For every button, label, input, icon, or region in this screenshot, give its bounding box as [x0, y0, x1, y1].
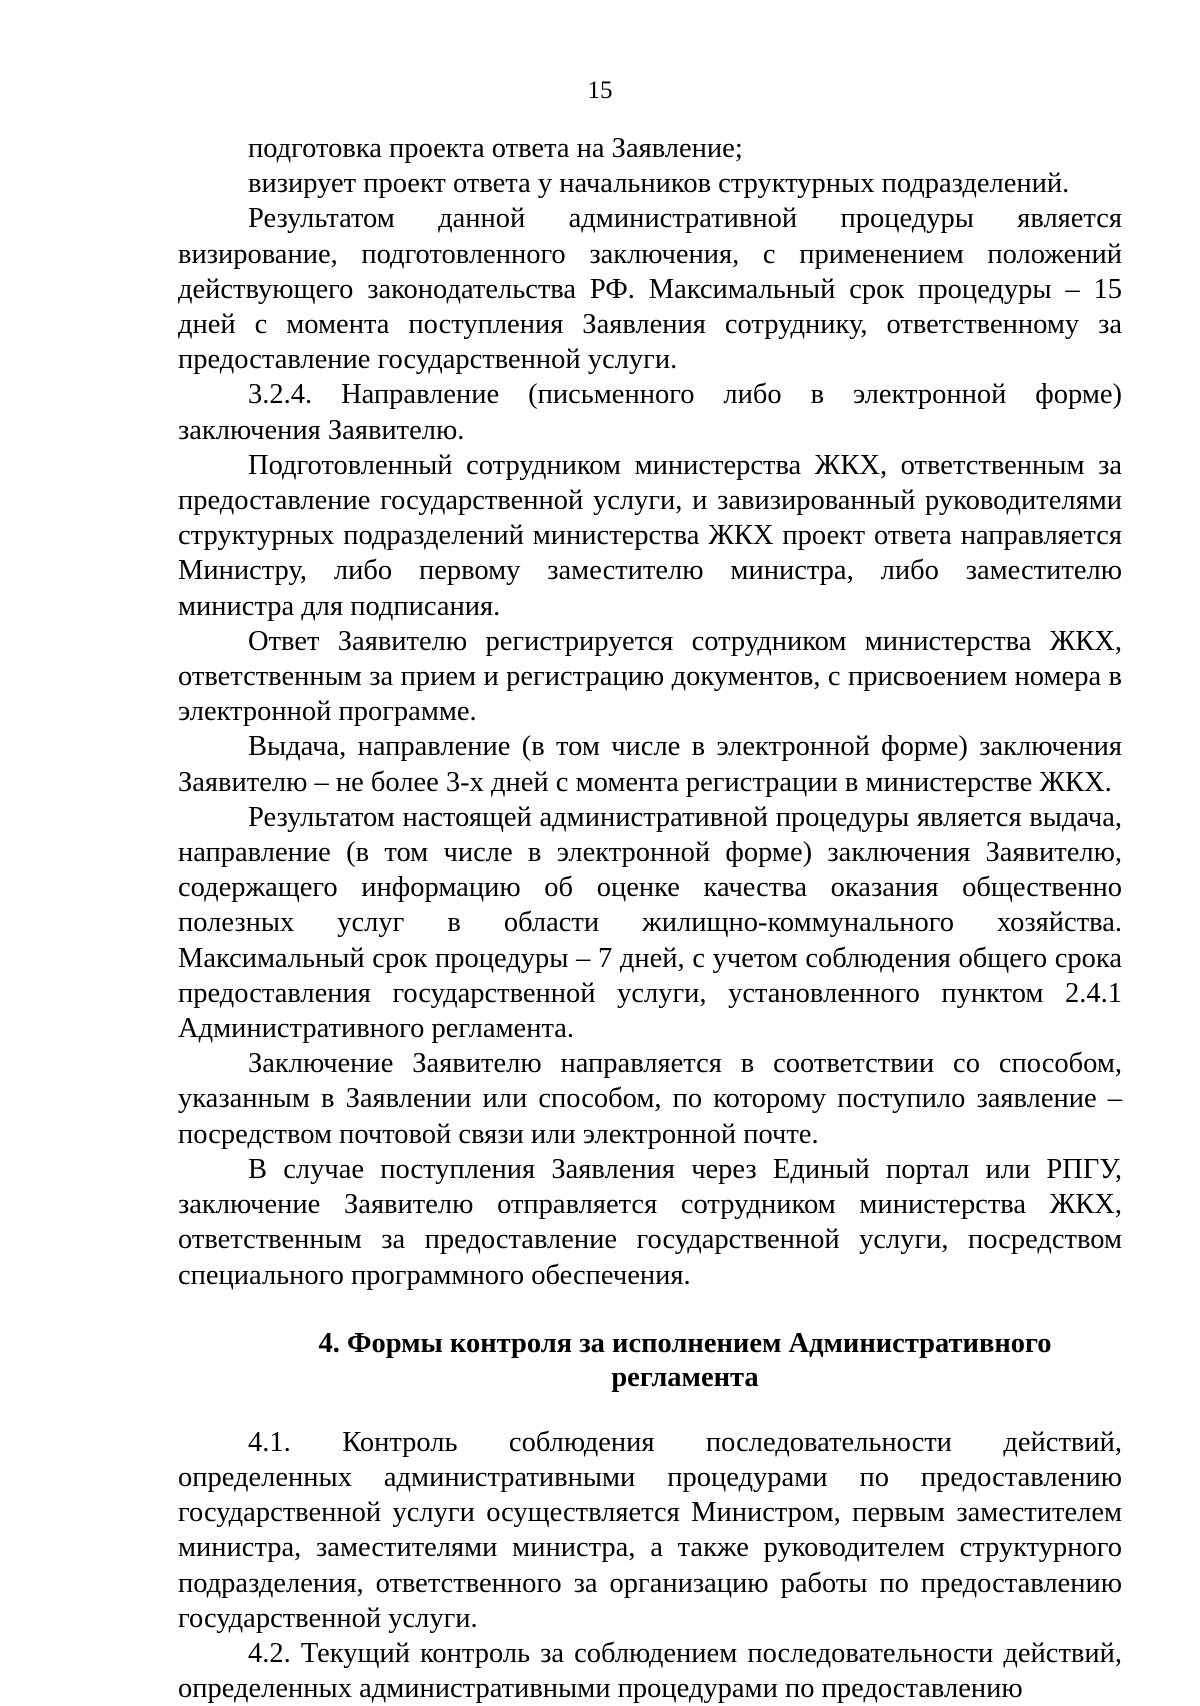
document-body — [178, 131, 1122, 1706]
paragraph: Результатом данной административной процедуры является визирование, подготовленного заключения, с применением положений действующего законодательства РФ. Максимальный срок процедуры – 15 дней с момента поступления Заявления сотруднику, ответственному за предоставление государственной услуги. — [178, 203, 1122, 376]
paragraph: подготовка проекта ответа на Заявление; — [248, 133, 743, 164]
paragraph: 4.1. Контроль соблюдения последовательности действий, определенных административными процедурами по предоставлению государственной услуги осуществляется Министром, первым заместителем министра, заместителями министра, а также руководителем структурного подразделения, ответственного за организацию работы по предоставлению государственной услуги. — [178, 1426, 1122, 1634]
paragraph: визирует проект ответа у начальников структурных подразделений. — [248, 168, 1070, 200]
section-heading-line: 4. Формы контроля за исполнением Административного — [318, 1327, 1052, 1359]
paragraph: В случае поступления Заявления через Единый портал или РПГУ, заключение Заявителю отправляется сотрудником министерства ЖКХ, ответственным за предоставление государственной услуги, посредством специального программного обеспечения. — [178, 1153, 1122, 1291]
paragraph: Результатом настоящей административной процедуры является выдача, направление (в том числе в электронной форме) заключения Заявителю, содержащего информацию об оценке качества оказания общественно полезных услуг в области жилищно-коммунального хозяйства. Максимальный срок процедуры – 7 дней, с учетом соблюдения общего срока предоставления государственной услуги, установленного пунктом 2.4.1 Административного регламента. — [178, 801, 1122, 1045]
paragraph: 3.2.4. Направление (письменного либо в электронной форме) заключения Заявителю. — [178, 379, 1122, 446]
section-heading-line: регламента — [611, 1361, 759, 1393]
paragraph: Выдача, направление (в том числе в электронной форме) заключения Заявителю – не более 3-х дней с момента регистрации в министерстве ЖКХ. — [178, 731, 1122, 798]
paragraph: 4.2. Текущий контроль за соблюдением последовательности действий, определенных административными процедурами по предоставлению — [178, 1637, 1122, 1705]
section-heading — [178, 1327, 1122, 1395]
page-number: 15 — [587, 77, 613, 104]
paragraph: Ответ Заявителю регистрируется сотрудником министерства ЖКХ, ответственным за прием и регистрацию документов, с присвоением номера в электронной программе. — [178, 625, 1122, 728]
paragraph: Подготовленный сотрудником министерства ЖКХ, ответственным за предоставление государственной услуги, и завизированный руководителями структурных подразделений министерства ЖКХ проект ответа направляется Министру, либо первому заместителю министра, либо заместителю министра для подписания. — [178, 449, 1122, 622]
paragraph: Заключение Заявителю направляется в соответствии со способом, указанным в Заявлении или способом, по которому поступило заявление – посредством почтовой связи или электронной почте. — [178, 1048, 1122, 1150]
